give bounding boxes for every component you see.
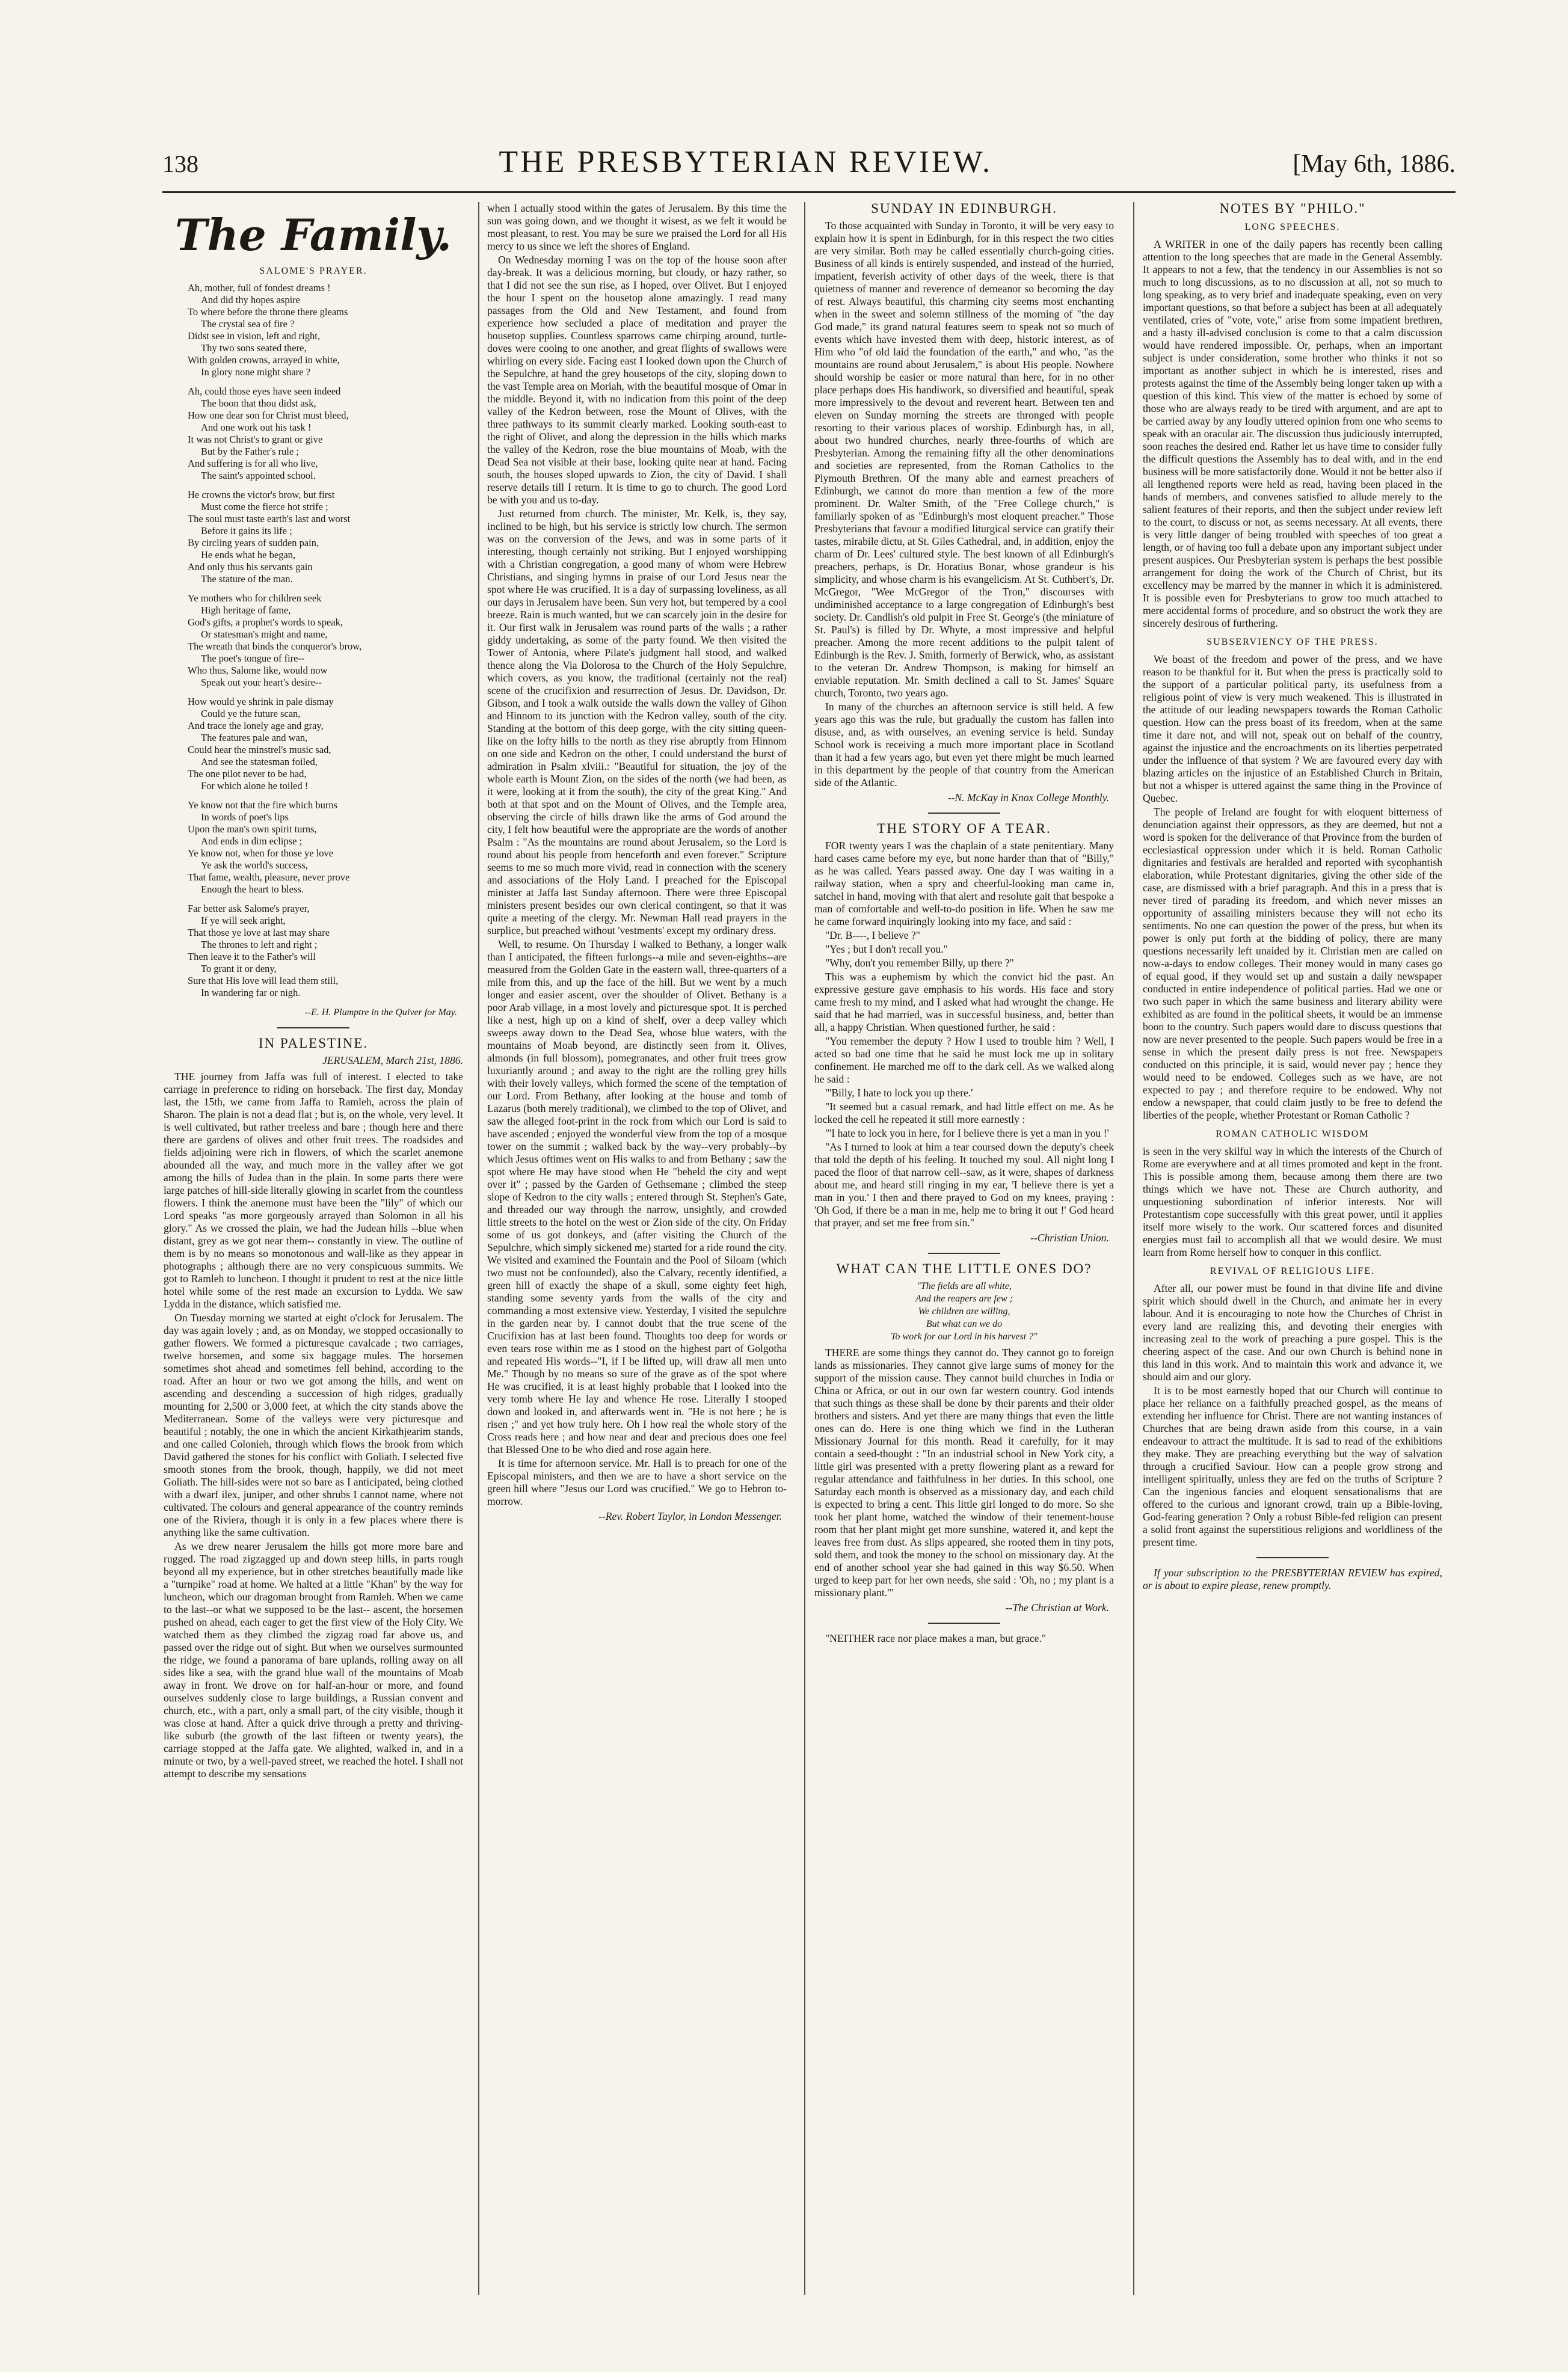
- poem-stanza: [188, 282, 463, 378]
- poem-line: How would ye shrink in pale dismay: [188, 696, 334, 707]
- article-title: IN PALESTINE.: [258, 1036, 369, 1051]
- poem-line: And one work out his task !: [201, 422, 312, 433]
- poem-line: The saint's appointed school.: [201, 470, 316, 481]
- divider: [928, 1623, 1000, 1624]
- column-rule: [804, 202, 805, 2295]
- poem-line: The soul must taste earth's last and worst: [188, 513, 351, 524]
- poem-line: He crowns the victor's brow, but first: [188, 489, 335, 500]
- article-title: NOTES BY "PHILO.": [1219, 202, 1366, 216]
- poem-line: The features pale and wan,: [201, 732, 308, 743]
- poem-line: The boon that thou didst ask,: [201, 398, 316, 409]
- verse-line: And the reapers are few ;: [915, 1294, 1013, 1304]
- article-title: SUNDAY IN EDINBURGH.: [871, 202, 1057, 216]
- poem-line: And ends in dim eclipse ;: [201, 835, 303, 847]
- poem-line: Ye ask the world's success,: [201, 859, 308, 871]
- poem-line: The poet's tongue of fire--: [201, 653, 305, 664]
- paragraph: "Yes ; but I don't recall you.": [825, 943, 948, 955]
- verse-line: We children are willing,: [918, 1306, 1010, 1317]
- poem-line: How one dear son for Christ must bleed,: [188, 410, 349, 421]
- poem-line: In wandering far or nigh.: [201, 987, 301, 998]
- section-subhead: LONG SPEECHES.: [1244, 222, 1341, 232]
- verse: [814, 1280, 1114, 1343]
- divider: [928, 813, 1000, 814]
- paragraph: "'Billy, I hate to lock you up there.': [825, 1087, 973, 1099]
- paragraph: On Tuesday morning we started at eight o'clock for Jerusalem. The day was again lovely ; and, as on Monday, we stopped occasionally to gather flowers. We formed a picturesque cavalcade ; two carriages, twelve horsemen, and some six baggage mules. The horsemen sometimes shot ahead and sometimes fell behind, according to the road. After an hour or two we got among the hills, and went on ascending and descending a succession of high ridges, gradually mounting for 2,500 or 3,000 feet, at which the city stands above the Mediterranean. Some of the valleys were very picturesque and beautiful ; notably, the one in which the ancient Kirkathjearim stands, and one called Colonieh, through which flows the brook from which David gathered the stones for his conflict with Goliath. I selected five smooth stones from the brook, though, happily, we did not meet Goliath. The hill-sides were not so bare as I anticipated, being clothed with a dwarf ilex, juniper, and other shrubs I cannot name, where not cultivated. The colours and general appearance of the country reminds one of the Riviera, though it is only in a few places where there is anything like the same cultivation.: [164, 1312, 463, 1538]
- divider: [1256, 1557, 1329, 1558]
- column-rule: [1133, 202, 1134, 2295]
- paragraph: It is time for afternoon service. Mr. Hall is to preach for one of the Episcopal ministers, and then we are to have a short service on the green hill where "Jesus our Lord was crucified." We go to Hebron to-morrow.: [487, 1457, 787, 1507]
- verse-line: To work for our Lord in his harvest ?": [891, 1332, 1038, 1342]
- paragraph: "Why, don't you remember Billy, up there ?": [825, 957, 1014, 969]
- paragraph: To those acquainted with Sunday in Toronto, it will be very easy to explain how it is spent in Edinburgh, for in this respect the two cities are very similar. Both may be called essentially church-going cities. Business of all kinds is entirely suspended, and instead of the hurried, impatient, feverish activity of other days of the week, there is that quietness of manner and reverence of demeanor so becoming the day of rest. Always beautiful, this charming city seems most enchanting when in the sweet and solemn stillness of the morning of "the day God made," its grand natural features seem to speak not so much of events which have invested them with deep, historic interest, as of Him who "of old laid the foundation of the earth," and who, "as the mountains are round about Jerusalem," is about His people. Nowhere should worship be easier or more natural than here, for in no other place perhaps does His handiwork, so diversified and beautiful, speak more impressively to the devout and reverent heart. Between ten and eleven on Sunday morning the streets are thronged with people resorting to their various places of worship. Edinburgh has, in all, about two hundred churches, nearly three-fourths of which are Presbyterian. Among the remaining fifty all the other denominations and societies are represented, from the Roman Catholics to the Plymouth Brethren. Of the many able and earnest preachers of Edinburgh, we cannot do more than mention a few of the more prominent. Dr. Walter Smith, of the "Free College church," is familiarly spoken of as "Edinburgh's most eloquent preacher." Those Presbyterians that favour a modified liturgical service can gratify their tastes, mirabile dictu, at St. Giles Cathedral, and, in addition, enjoy the charm of Dr. Lees' cultured style. The best known of all Edinburgh's preachers, perhaps, is Dr. Horatius Bonar, whose grandeur is his simplicity, and whose charm is his evangelicism. At St. Cuthbert's, Dr. McGregor, "Wee McGregor of the Tron," discourses with undiminished acceptance to a large congregation of Edinburgh's best society. Dr. Candlish's old pulpit in Free St. George's (the miniature of St. Paul's) is filled by Dr. Whyte, a most impressive and helpful preacher. Among the more recent additions to the pulpit talent of Edinburgh is the Rev. J. Smith, formerly of Berwick, who, as assistant to the veteran Dr. Andrew Thompson, is making for himself an enviable reputation. Mr. Smith declined a call to St. James' Square church, Toronto, two years ago.: [814, 220, 1114, 699]
- paragraph: is seen in the very skilful way in which the interests of the Church of Rome are everywhere and at all times promoted and kept in the front. This is possible among them, because among them there are two things which we have not. These are Church authority, and unquestioning subordination of inferior interests. Nor will Protestantism cope successfully with this great power, until it applies itself more wisely to the work. Our scattered forces and disunited energies must fail to accomplish all that we would desire. We must learn from Rome herself how to conquer in this conflict.: [1143, 1145, 1442, 1258]
- poem-line: With golden crowns, arrayed in white,: [188, 354, 340, 366]
- poem-line: Upon the man's own spirit turns,: [188, 823, 317, 835]
- subscription-notice: If your subscription to the PRESBYTERIAN REVIEW has expired, or is about to expire please, renew promptly.: [1143, 1567, 1442, 1591]
- poem-line: Who thus, Salome like, would now: [188, 665, 328, 676]
- poem-line: Must come the fierce hot strife ;: [201, 501, 328, 512]
- divider: [277, 1027, 349, 1028]
- poem-line: And trace the lonely age and gray,: [188, 720, 324, 731]
- poem-stanza: [188, 903, 463, 999]
- poem-line: God's gifts, a prophet's words to speak,: [188, 616, 343, 628]
- poem: [188, 282, 463, 999]
- column-3: [814, 202, 1114, 2295]
- poem-line: Didst see in vision, left and right,: [188, 330, 320, 342]
- paragraph: "Dr. B----, I believe ?": [825, 929, 920, 941]
- paragraph: "As I turned to look at him a tear coursed down the deputy's cheek that told the depth of his feeling. It touched my soul. All night long I paced the floor of that narrow cell--saw, as it were, shapes of darkness about me, and heard still ringing in my ear, 'I believe there is yet a man in you.' I then and there prayed to God on my knees, praying : 'Oh God, if there be a man in me, help me to bring it out !' God heard that prayer, and set me free from sin.": [814, 1141, 1114, 1229]
- paragraph: In many of the churches an afternoon service is still held. A few years ago this was the rule, but gradually the custom has fallen into disuse, and, as with ourselves, an evening service is held. Sunday School work is receiving a much more important place in Scotland than it had a few years ago, but even yet there might be much learned in this department by the people of that country from the American side of the Atlantic.: [814, 701, 1114, 788]
- poem-line: The crystal sea of fire ?: [201, 318, 295, 330]
- paragraph: when I actually stood within the gates of Jerusalem. By this time the sun was going down, and we thought it wisest, as we felt it would be most pleasant, to rest. You may be sure we praised the Lord for all His mercy to us since we left the shores of England.: [487, 202, 787, 252]
- poem-line: The thrones to left and right ;: [201, 939, 318, 950]
- poem-line: Ah, could those eyes have seen indeed: [188, 386, 341, 397]
- page-number: 138: [162, 150, 198, 177]
- poem-line: Then leave it to the Father's will: [188, 951, 316, 962]
- divider: [928, 1253, 1000, 1254]
- paragraph: On Wednesday morning I was on the top of the house soon after day-break. It was a delicious morning, but cloudy, or hazy rather, so that I did not see the sun rise, as I hoped, over Olivet. But I enjoyed the hour I spent on the housetop alone amazingly. I read many passages from the Old and New Testament, and found from experience how secluded a place of meditation and prayer the housetop supplies. Countless sparrows came chirping around, turtle-doves were cooing to one another, and great flights of swallows were whirling on every side. Facing east I looked down upon the Church of the Sepulchre, at hand the grey housetops of the city, sloping down to the vast Temple area on Moriah, with the beautiful mosque of Omar in the middle. Beyond it, with no indication from this point of the deep valley of the Kedron between, rose the Mount of Olives, with the three pathways to its summit clearly marked. Looking south-east to the right of Olivet, and along the depression in the hills which marks the valley of the Kedron, rose the blue mountains of Moab, with the Dead Sea not visible at their base, looking quite near at hand. Facing south, the houses sloped upwards to Zion, the city of David. I shall reserve details till I return. It is time to go to church. The good Lord be with you and us to-day.: [487, 254, 787, 506]
- poem-stanza: [188, 799, 463, 896]
- article-title: WHAT CAN THE LITTLE ONES DO?: [836, 1261, 1092, 1276]
- poem-line: Could hear the minstrel's music sad,: [188, 744, 331, 755]
- poem-stanza: [188, 696, 463, 792]
- dateline: JERUSALEM, March 21st, 1886.: [322, 1054, 463, 1066]
- poem-line: Sure that His love will lead them still,: [188, 975, 339, 986]
- poem-attribution: --E. H. Plumptre in the Quiver for May.: [304, 1007, 457, 1018]
- poem-line: In words of poet's lips: [201, 811, 289, 823]
- signature: --Christian Union.: [1030, 1232, 1109, 1244]
- poem-line: Speak out your heart's desire--: [201, 677, 322, 688]
- poem-line: Ye know not that the fire which burns: [188, 799, 337, 811]
- column-1: [164, 202, 463, 2295]
- poem-line: And see the statesman foiled,: [201, 756, 318, 767]
- poem-line: To where before the throne there gleams: [188, 306, 348, 318]
- article-title: THE STORY OF A TEAR.: [877, 821, 1051, 836]
- signature: --N. McKay in Knox College Monthly.: [947, 791, 1109, 803]
- poem-line: To grant it or deny,: [201, 963, 277, 974]
- paragraph: Just returned from church. The minister, Mr. Kelk, is, they say, inclined to be high, but his service is strictly low church. The sermon was on the conversion of the Jews, and was in some parts of it interesting, though certainly not striking. But I enjoyed worshipping with a Christian congregation, a good many of whom were Hebrew Christians, and singing hymns in praise of our Lord Jesus near the spot where He was crucified. It is a day of surpassing loveliness, as all our days in Jerusalem have been. Sun very hot, but tempered by a cool breeze. Rain is much wanted, but we can scarcely join in the desire for it. Our first walk in Jerusalem was round parts of the walls ; a rather giddy undertaking, as some of the party found. We then visited the Tower of Antonia, where Pilate's judgment hall stood, and walked thence along the Via Dolorosa to the Church of the Holy Sepulchre, which covers, as you know, the traditional (certainly not the real) scene of the crucifixion and resurrection of Jesus. Dr. Davidson, Dr. Gibson, and I took a walk outside the walls down the valley of Gihon and Hinnom to its junction with the Kedron valley, south of the city. Standing at the bottom of this deep gorge, with the city sitting queen-like on the lofty hills to the north as they rise abruptly from Hinnom on one side and Kedron on the other, I could understand the burst of admiration in Psalm xlviii.: "Beautiful for situation, the joy of the whole earth is Mount Zion, on the sides of the north (we had been, as it were, looking at it from the south), the city of the great King." And both at that spot and on the Mount of Olives, and the Temple area, observing the circle of hills drawn like the arms of God around the city, I felt how beautiful were the appropriate are the words of another Psalm : "As the mountains are round about Jerusalem, so the Lord is round about his people from henceforth and even forever." Scripture seems to me so much more vivid, read in connection with the scenery and associations of the Holy Land. I preached for the Episcopal minister at Jaffa last Sunday afternoon. There were three Episcopal ministers present besides our own clerical contingent, so that it was quite a meeting of the clergy. Mr. Newman Hall read prayers in the surplice, but preached without 'vestments' except my ordinary dress.: [487, 508, 787, 936]
- poem-line: Ye mothers who for children seek: [188, 592, 322, 604]
- poem-line: The wreath that binds the conqueror's brow,: [188, 641, 362, 652]
- paragraph: This was a euphemism by which the convict hid the past. An expressive gesture gave emphasis to his words. His face and story came fresh to my mind, and I asked what had wrought the change. He said that he had married, was in successful business, and, better than all, a happy Christian. When questioned further, he said :: [814, 971, 1114, 1033]
- poem-line: And suffering is for all who live,: [188, 458, 318, 469]
- section-subhead: SUBSERVIENCY OF THE PRESS.: [1207, 637, 1379, 647]
- poem-line: Could ye the future scan,: [201, 708, 301, 719]
- poem-line: Thy two sons seated there,: [201, 342, 307, 354]
- paragraph: We boast of the freedom and power of the press, and we have reason to be thankful for it. But when the press is practically sold to the support of a particular political party, its usefulness from a religious point of view is very much weakened. This is illustrated in the attitude of our leading newspapers towards the Roman Catholic question. How can the press boast of its freedom, when at the same time it dare not, and will not, speak out on behalf of the country, against the injustice and the encroachments on its liberties perpetrated under the influence of that system ? We are favoured every day with blazing articles on the injustice of an Established Church in Britain, but not a whisper is uttered against the same thing in the Province of Quebec.: [1143, 653, 1442, 804]
- paragraph: A WRITER in one of the daily papers has recently been calling attention to the long speeches that are made in the General Assembly. It appears to not a few, that the tendency in our Assemblies is not so much to long discussions, as to no discussion at all, not so much to long speaking, as to very brief and inadequate speaking, even on very important questions, so that before a subject has been at all adequately ventilated, cries of "vote, vote," arise from some impatient brethren, and a hasty ill-advised conclusion is come to that a calm discussion would have rendered impossible. Or, perhaps, when an important subject is under consideration, some brother who thinks it not so important as another subject in which he is interested, rises and protests against the time of the Assembly being longer taken up with a question of this kind. This view of the matter is echoed by some of those who are always ready to be tired with argument, and are apt to be carried away by any loudly uttered opinion from one who seems to speak with an oracular air. The discussion thus judiciously interrupted, soon reaches the desired end. Rather let us have time to consider fully the difficult questions the Assembly has to deal with, and in the end business will be more satisfactorily done. Would it not be better also if all lengthened reports were held as read, having been placed in the hands of members, and convenes satisfied to allude merely to the salient features of their reports, and then the subject under review left to the court, to discuss or not, as seems necessary. At all events, there is very little danger of being troubled with speeches of too great a length, or of having too full a debate upon any important subject under present auspices. Our Presbyterian system is perhaps the best possible arrangement for doing the work of the Church of Christ, but its excellency may be marred by the manner in which it is administered. It is possible even for Presbyterians to grow too much attached to mere accidental forms of procedure, and so obstruct the work they are sincerely desirous of furthering.: [1143, 238, 1442, 629]
- poem-line: The one pilot never to be had,: [188, 768, 307, 779]
- column-4: [1143, 202, 1442, 2295]
- verse-line: "The fields are all white,: [917, 1281, 1012, 1291]
- page-header: [162, 144, 1456, 193]
- column-rule: [478, 202, 479, 2295]
- section-subhead: REVIVAL OF RELIGIOUS LIFE.: [1210, 1266, 1376, 1276]
- poem-line: Far better ask Salome's prayer,: [188, 903, 310, 914]
- poem-line: For which alone he toiled !: [201, 780, 309, 791]
- poem-line: By circling years of sudden pain,: [188, 537, 319, 548]
- column-2: [487, 202, 787, 2295]
- poem-line: But by the Father's rule ;: [201, 446, 299, 457]
- poem-line: That fame, wealth, pleasure, never prove: [188, 871, 350, 883]
- poem-stanza: [188, 592, 463, 689]
- paragraph: Well, to resume. On Thursday I walked to Bethany, a longer walk than I anticipated, the fifteen furlongs--a mile and seven-eighths--are measured from the Golden Gate in the eastern wall, three-quarters of a mile from this, and up the face of the hill. But we went by a much longer and easier ascent, over the shoulder of Olivet. Bethany is a poor Arab village, in a most lovely and picturesque spot. It is perched like a nest, high up on a kind of shelf, over a deep valley which sweeps away down to the Dead Sea, whose blue waters, with the mountains of Moab beyond, are distinctly seen from it. Olives, almonds (in full blossom), pomegranates, and other fruit trees grow luxuriantly around ; and away to the right are the rolling grey hills with their lovely valleys, which formed the scene of the temptation of our Lord. From Bethany, after looking at the house and tomb of Lazarus (both merely traditional), we climbed to the top of Olivet, and saw the alleged foot-print in the rock from which our Lord is said to have ascended ; enjoyed the wonderful view from the top of a mosque tower on the summit ; walked back by the way--very probably--by which Jesus oftimes went on His walks to and from Bethany ; saw the spot where He may have stood when He "beheld the city and wept over it" ; passed by the Garden of Gethsemane ; climbed the steep slope of Kedron to the city walls ; entered through St. Stephen's Gate, and threaded our way through the narrow, unsightly, and crowded little streets to the hotel on the west or Zion side of the city. On Friday some of us got donkeys, and (after visiting the Church of the Sepulchre, which simply sickened me) started for a ride round the city. We visited and examined the Fountain and the Pool of Siloam (which two must not be confounded), also the Calvary, recently identified, a green hill of exactly the shape of a skull, some eighty feet high, standing some seventy yards from the walls of the city and commanding a most extensive view. Yesterday, I visited the sepulchre in the garden near by. I cannot doubt that the true scene of the Crucifixion has at last been found. Thoughts too deep for words or even tears rose within me as I stood on the highest part of Golgotha and repeated His words--"I, if I be lifted up, will draw all men unto Me." Though by no means so sure of the grave as of the spot where He was crucified, it is at least highly probable that I looked into the very tomb where He lay and whence He rose. Literally I stooped down and looked in, and afterwards went in. "He is not here ; he is risen ;" and yet how truly here. Oh I how real the whole story of the Cross reads here ; and how near and dear and precious does one feel that Blessed One to be who died and rose again here.: [487, 938, 787, 1455]
- poem-line: High heritage of fame,: [201, 604, 291, 616]
- poem-title: SALOME'S PRAYER.: [259, 266, 367, 276]
- paragraph: It is to be most earnestly hoped that our Church will continue to place her reliance on a faithfully preached gospel, as the means of extending her influence for Christ. There are not wanting instances of Churches that are being drawn aside from this course, in a vain endeavour to attract the multitude. It is sad to read of the exhibitions they make. They are preaching everything but the way of salvation through a crucified Saviour. How can a people grow strong and intelligent spiritually, unless they are fed on the truths of Scripture ? Can the ingenious fancies and eloquent sensationalisms that are offered to the curious and ignorant crowd, train up a Bible-loving, God-fearing generation ? Only a robust Bible-fed religion can present a solid front against the superstitious religions and worldliness of the present time.: [1143, 1384, 1442, 1548]
- closing-quote: "NEITHER race nor place makes a man, but grace.": [825, 1632, 1047, 1644]
- paragraph: "It seemed but a casual remark, and had little effect on me. As he locked the cell he repeated it still more earnestly :: [814, 1101, 1114, 1125]
- poem-line: And only thus his servants gain: [188, 561, 313, 573]
- poem-line: Or statesman's might and name,: [201, 628, 328, 640]
- paragraph: THERE are some things they cannot do. They cannot go to foreign lands as missionaries. They cannot give large sums of money for the support of the mission cause. They cannot build churches in India or China or Africa, or out in our own far western country. God intends that such things as these shall be done by their parents and their older brothers and sisters. And yet there are many things that even the little ones can do. Here is one thing which we find in the Lutheran Missionary Journal for this month. Read it carefully, for it may contain a seed-thought : "In an industrial school in New York city, a little girl was presented with a pretty flowering plant as a reward for regular attendance and faithfulness in her duties. In this school, one Saturday each month is observed as a missionary day, and each child is expected to bring a cent. This little girl longed to do more. So she took her plant home, watched the window of their tenement-house room that her plant might get more sunshine, watered it, and kept the leaves free from dust. As slips appeared, she rooted them in tiny pots, sold them, and took the money to the school on missionary day. At the end of another school year she had gained in this way $6.50. When urged to keep part for her own needs, she said : 'Oh, no ; my plant is a missionary plant.'": [814, 1347, 1114, 1599]
- poem-line: If ye will seek aright,: [201, 915, 286, 926]
- issue-date: [May 6th, 1886.: [1293, 150, 1456, 178]
- poem-line: In glory none might share ?: [201, 366, 310, 378]
- poem-line: The stature of the man.: [201, 573, 293, 585]
- poem-line: It was not Christ's to grant or give: [188, 434, 323, 445]
- signature: --The Christian at Work.: [1005, 1602, 1109, 1614]
- poem-line: And did thy hopes aspire: [201, 294, 300, 306]
- section-title-family: The Family.: [174, 209, 452, 260]
- paragraph: "'I hate to lock you in here, for I believe there is yet a man in you !': [825, 1127, 1109, 1139]
- poem-stanza: [188, 386, 463, 482]
- verse-line: But what can we do: [926, 1319, 1003, 1329]
- poem-line: Before it gains its life ;: [201, 525, 292, 536]
- poem-line: He ends what he began,: [201, 549, 296, 561]
- paragraph: "You remember the deputy ? How I used to trouble him ? Well, I acted so bad one time that he said he must lock me up in solitary confinement. He marched me off to the dark cell. As we walked along he said :: [814, 1035, 1114, 1085]
- journal-title: THE PRESBYTERIAN REVIEW.: [499, 145, 992, 179]
- signature: --Rev. Robert Taylor, in London Messenger.: [598, 1510, 782, 1522]
- paragraph: The people of Ireland are fought for with eloquent bitterness of denunciation against their oppressors, as they are deemed, but not a word is spoken for the deliverance of that Province from the burden of ecclesiastical oppression under which it is held. Roman Catholic dignitaries and festivals are heralded and reported with sycophantish elaboration, while Protestant dignitaries, giving the other side of the case, are dismissed with a brief paragraph. And this in a press that is never tired of parading its freedom, and which never misses an opportunity of assailing ministers because they will not echo its sentiments. No one can question the power of the press, but when its power is only put forth at the bidding of policy, there are many questions necessarily left unaided by it. Christian men are called on now-a-days to endow colleges. Their money would in many cases go of equal good, if they would set up and sustain a daily newspaper conducted in entire independence of political parties. Had we one or two such paper in which the same business and literary ability were exhibited as are found in the political sheets, it would be an immense boon to the country. Such papers would dare to discuss questions that now are never presented to the people. Such papers would be free in a sense in which the present daily press is not free. Newspapers conducted on this principle, it is said, would never pay ; hence they would need to be endowed. Colleges such as we have, are not expected to pay ; and therefore require to be endowed. Why not endow a newspaper, that could claim justly to be free to defend the liberties of the people, whether Protestant or Roman Catholic ?: [1143, 806, 1442, 1121]
- section-subhead: ROMAN CATHOLIC WISDOM: [1216, 1129, 1370, 1139]
- poem-line: Ye know not, when for those ye love: [188, 847, 334, 859]
- poem-line: That those ye love at last may share: [188, 927, 330, 938]
- paragraph: As we drew nearer Jerusalem the hills got more more bare and rugged. The road zigzagged up and down steep hills, in parts rough beyond all my experience, but in other stretches beautifully made like a "turnpike" road at home. We halted at a little "Khan" by the way for luncheon, which our dragoman brought from Ramleh. When we came to the last--or what we supposed to be the last-- ascent, the horsemen pushed on ahead, each eager to get the first view of the Holy City. We watched them as they climbed the zigzag road far above us, and passed over the ridge out of sight. But when we ourselves surmounted the ridge, we found a panorama of bare uplands, rolling away on all sides like a sea, with the grand blue wall of the mountains of Moab away in front. We drove on for half-an-hour or more, and found ourselves suddenly close to large buildings, a Russian convent and church, etc., with a part, only a small part, of the city visible, though it was close at hand. After a quick drive through a pretty and thriving-like suburb (the growth of the last fifteen or twenty years), the carriage stopped at the Jaffa gate. We alighted, walked in, and in a minute or two, by a well-paved street, we reached the hotel. I shall not attempt to describe my sensations: [164, 1540, 463, 1780]
- paragraph: FOR twenty years I was the chaplain of a state penitentiary. Many hard cases came before my eye, but none harder than that of "Billy," as he was called. Years passed away. One day I was waiting in a railway station, when a spry and cheerful-looking man came in, satchel in hand, moving with that alert and resolute gait that bespoke a man of comfortable and well-to-do position in life. When he saw me he came forward inquiringly looking into my face, and said :: [814, 840, 1114, 927]
- poem-line: Enough the heart to bless.: [201, 883, 304, 895]
- poem-line: Ah, mother, full of fondest dreams !: [188, 282, 331, 293]
- paragraph: After all, our power must be found in that divine life and divine spirit which should dwell in the Church, and animate her in every labour. And it is encouraging to note how the Churches of Christ in every land are realizing this, and devoting their energies with increasing zeal to the work of preaching a pure gospel. This is the cheering aspect of the case. And our own Church is behind none in this land in this work. And to maintain this work and advance it, we should aim and our glory.: [1143, 1282, 1442, 1383]
- poem-stanza: [188, 489, 463, 585]
- paragraph: THE journey from Jaffa was full of interest. I elected to take carriage in preference to riding on horseback. The first day, Monday last, the 15th, we came from Jaffa to Ramleh, across the plain of Sharon. The plain is not a dead flat ; but is, on the whole, very level. It is well cultivated, but rather treeless and bare ; though here and there there are gardens of olives and other fruit trees. The roadsides and fields adjoining were rich in flowers, of which the scarlet anemone abounded all the way, and much more in the valley after we got among the hills of Judea than in the plain. In some parts there were large patches of hill-side literally glowing in scarlet from the countless flowers. I think the anemone must have been the "lily" of which our Lord speaks "as more gorgeously arrayed than Solomon in all his glory." As we crossed the plain, we had the Judean hills --blue when distant, grey as we got near them-- constantly in view. The outline of them is by no means so monotonous and wall-like as they appear in photographs ; although there are no very conspicuous summits. We got to Ramleh to luncheon. I thought it prudent to rest at the nice little hotel while some of the rest made an excursion to Lydda. We saw Lydda in the distance, which satisfied me.: [164, 1071, 463, 1310]
